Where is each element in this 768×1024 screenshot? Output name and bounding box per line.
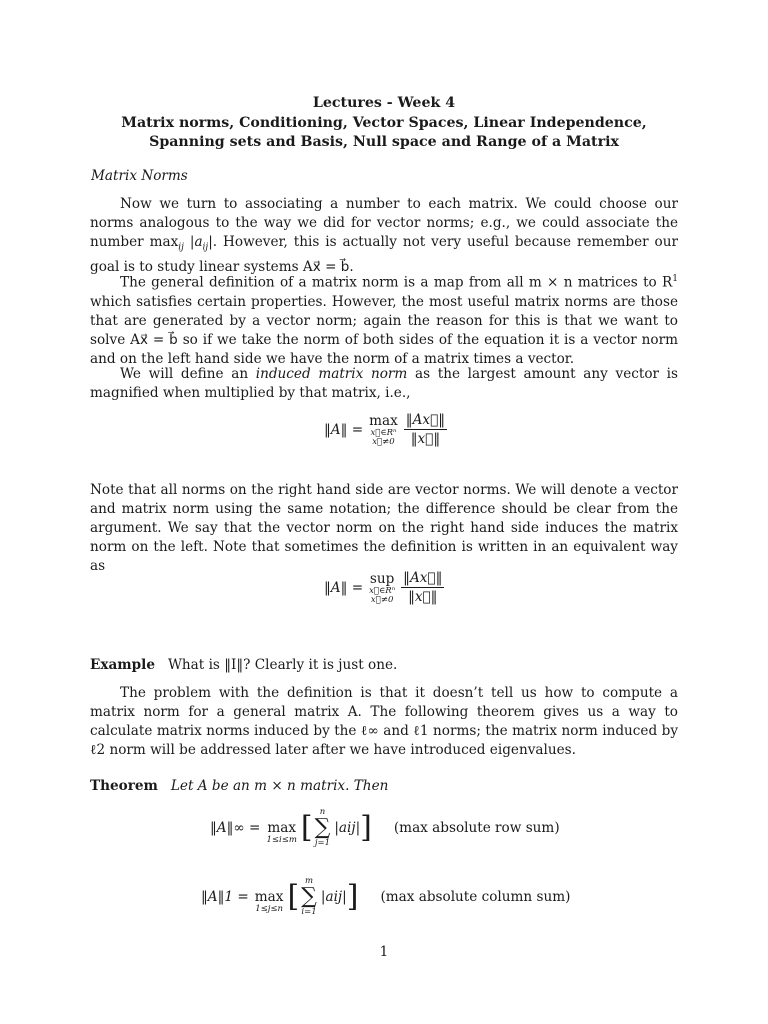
eq2-operator [369, 571, 395, 605]
sigma-icon: ∑ [314, 815, 331, 840]
eq2-denominator: ‖x⃗‖ [408, 589, 438, 605]
eq3-operator [266, 820, 296, 845]
paragraph-intro [90, 195, 678, 277]
eq2-sub1: x⃗∈Rⁿ [369, 585, 396, 596]
paragraph-general-definition [90, 270, 678, 369]
eq2-sub2: x⃗≠0 [370, 594, 394, 605]
induced-text-a: We will define an [120, 366, 256, 382]
eq3-sum-bottom: j=1 [314, 838, 331, 848]
equation-induced-norm-sup [90, 570, 678, 630]
equation-infinity-norm [90, 808, 678, 868]
eq3-sum [315, 808, 331, 848]
eq4-lhs: ‖A‖1 = [201, 889, 249, 905]
eq1-fraction [404, 412, 447, 447]
eq4-bracket-right: ] [346, 879, 359, 914]
example-text: What is ‖I‖? Clearly it is just one. [167, 657, 398, 673]
equation-induced-norm-max [90, 412, 678, 472]
eq4-sum-bottom: i=1 [301, 907, 317, 917]
paragraph-induced-norm [90, 365, 678, 403]
section-heading-matrix-norms: Matrix Norms [91, 168, 188, 184]
sigma-icon: ∑ [301, 884, 317, 909]
paragraph-problem-text: The problem with the definition is that it doesn’t tell us how to compute a matrix norm for a general matrix A. The following theorem gives us a way to calculate matrix norms induced by the ℓ∞ and ℓ1 norms; the matrix norm induced by ℓ2 norm will be addressed later after we have introduced eigenvalues. [90, 685, 678, 758]
subscript-ij-2: ij [202, 242, 209, 253]
eq3-sum-top: n [319, 807, 326, 817]
eq2-numerator: ‖Ax⃗‖ [403, 570, 443, 586]
eq4-op-text: max [254, 888, 284, 905]
eq1-lhs: ‖A‖ = [324, 421, 364, 438]
lecture-subtitle-line1: Matrix norms, Conditioning, Vector Spaces, Linear Independence, [121, 115, 647, 131]
paragraph-notation [90, 481, 678, 576]
eq3-term: |aij| [334, 820, 361, 836]
eq2-lhs: ‖A‖ = [324, 579, 364, 596]
subscript-ij: ij [178, 242, 184, 253]
example-label: Example [90, 657, 155, 673]
paragraph-notation-text: Note that all norms on the right hand side are vector norms. We will denote a vector and matrix norm using the same notation; the difference should be clear from the argument. We say that the vector norm on the right hand side induces the matrix norm on the left. Note that sometimes the definition is written in an equivalent way as [90, 482, 678, 574]
eq1-numerator: ‖Ax⃗‖ [405, 412, 446, 428]
eq3-bracket-left: [ [300, 810, 313, 845]
theorem-block [90, 777, 678, 796]
paragraph-intro-text: Now we turn to associating a number to each matrix. We could choose our norms analogous to the way we did for vector norms; e.g., we could associate the number max [90, 196, 678, 250]
eq2-fraction [401, 570, 444, 605]
theorem-label: Theorem [90, 778, 158, 794]
eq1-denominator: ‖x⃗‖ [410, 431, 441, 447]
superscript-1: 1 [672, 274, 678, 284]
abs-open: |a [189, 234, 203, 250]
eq3-note: (max absolute row sum) [393, 820, 560, 836]
lecture-title: Lectures - Week 4 [312, 95, 456, 111]
induced-matrix-norm-term: induced matrix norm [255, 366, 408, 382]
eq1-op-text: max [369, 412, 398, 429]
eq1-sub2: x⃗≠0 [372, 436, 395, 447]
paragraph-problem [90, 684, 678, 760]
eq4-note: (max absolute column sum) [380, 889, 571, 905]
paragraph-general-text: The general definition of a matrix norm is a map from all m × n matrices to R [120, 274, 673, 291]
eq3-sub1: 1≤i≤m [266, 834, 297, 845]
eq1-operator [369, 413, 398, 447]
eq3-bracket-right: ] [360, 810, 372, 845]
induced-text-b: as the largest amount any vector is magnified when multiplied by that matrix, i.e., [90, 366, 678, 401]
paragraph-intro-end: |. However, this is actually not very useful because remember our goal is to study linear systems Ax⃗ = b⃗. [90, 234, 678, 275]
eq1-sub1: x⃗∈Rⁿ [370, 427, 397, 438]
equation-one-norm [90, 877, 678, 937]
eq4-sum [301, 877, 317, 917]
eq4-operator [255, 889, 284, 914]
page-number: 1 [379, 944, 389, 960]
example-block [90, 656, 678, 675]
theorem-text: Let A be an m × n matrix. Then [170, 778, 389, 794]
eq4-term: |aij| [320, 889, 347, 905]
eq3-lhs: ‖A‖∞ = [210, 820, 261, 836]
eq2-op-text: sup [369, 570, 395, 587]
paragraph-general-rest: which satisfies certain properties. However, the most useful matrix norms are those that are generated by a vector norm; again the reason for this is that we want to solve Ax⃗ = b⃗ so if we take the norm of both sides of the equation it is a vector norm and on the left hand side we have the norm of a matrix times a vector. [90, 293, 678, 367]
eq3-op-text: max [267, 819, 296, 836]
eq4-sub1: 1≤j≤n [255, 903, 283, 914]
eq4-sum-top: m [305, 876, 314, 886]
lecture-subtitle-line2: Spanning sets and Basis, Null space and Range of a Matrix [149, 134, 619, 150]
eq4-bracket-left: [ [287, 879, 300, 914]
